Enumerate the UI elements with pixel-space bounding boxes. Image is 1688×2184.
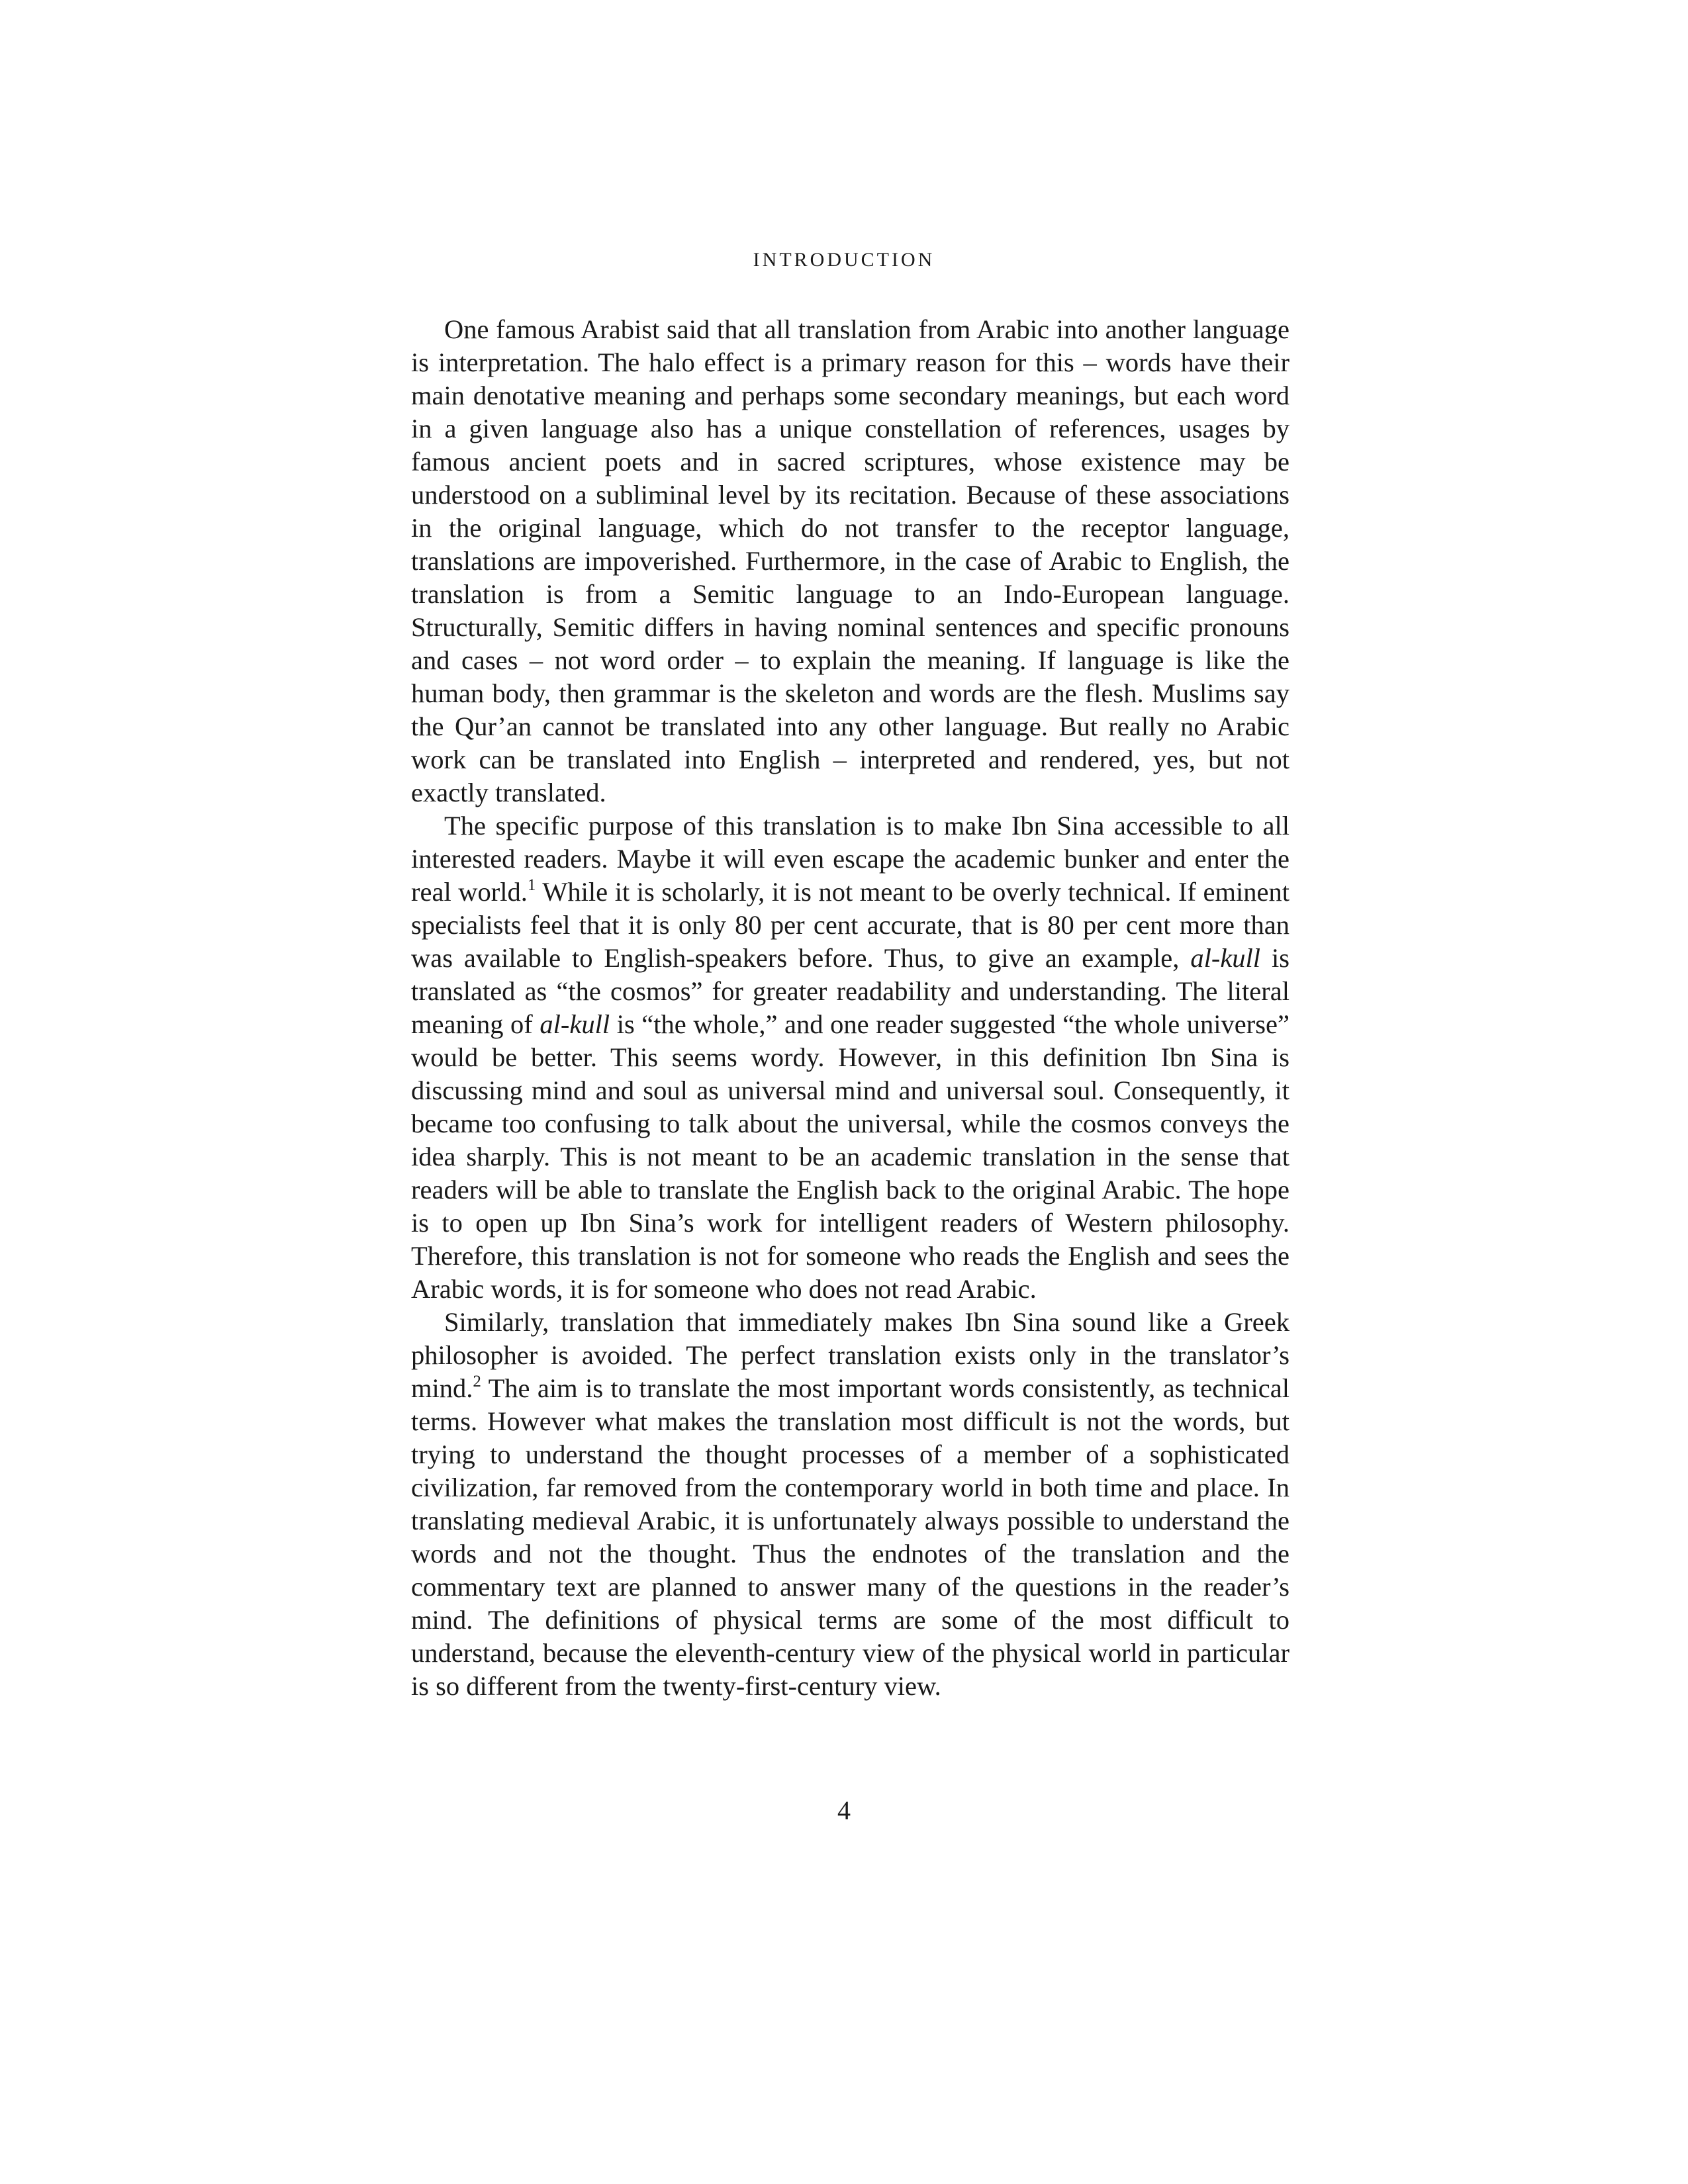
paragraph-2-text-3: is translated as “the cosmos” for greater readability and understanding. The literal meaning of: [411, 943, 1290, 1039]
paragraph-1: [411, 313, 1289, 809]
paragraph-2-text-4: is “the whole,” and one reader suggested “the whole universe” would be better. This seems wordy. However, in this definition Ibn Sina is discussing mind and soul as universal mind and universal soul. Consequently, it became too confusing to talk about the universal, while the cosmos conveys the idea sharply. This is not meant to be an academic translation in the sense that readers will be able to translate the English back to the original Arabic. The hope is to open up Ibn Sina’s work for intelligent readers of Western philosophy. Therefore, this translation is not for someone who reads the English and sees the Arabic words, it is for someone who does not read Arabic.: [411, 1009, 1289, 1304]
body-text: [411, 313, 1289, 1703]
italic-term-al-kull: al-kull: [1190, 943, 1261, 973]
paragraph-3: [411, 1306, 1289, 1703]
paragraph-3-text-2: The aim is to translate the most important words consistently, as technical terms. However what makes the translation most difficult is not the words, but trying to understand the thought processes of a member of a sophisticated civilization, far removed from the contemporary world in both time and place. In translating medieval Arabic, it is unfortunately always possible to understand the words and not the thought. Thus the endnotes of the translation and the commentary text are planned to answer many of the questions in the reader’s mind. The definitions of physical terms are some of the most difficult to understand, because the eleventh-century view of the physical world in particular is so different from the twenty-first-century view.: [411, 1373, 1289, 1701]
paragraph-3-text-1: Similarly, translation that immediately makes Ibn Sina sound like a Greek philosopher is avoided. The perfect translation exists only in the translator’s mind.: [411, 1307, 1289, 1403]
paragraph-2: [411, 809, 1289, 1306]
paragraph-1-text: One famous Arabist said that all translation from Arabic into another language is interpretation. The halo effect is a primary reason for this – words have their main denotative meaning and perhaps some secondary meanings, but each word in a given language also has a unique constellation of references, usages by famous ancient poets and in sacred scriptures, whose existence may be understood on a subliminal level by its recitation. Because of these associations in the original language, which do not transfer to the receptor language, translations are impoverished. Furthermore, in the case of Arabic to English, the translation is from a Semitic language to an Indo-European language. Structurally, Semitic differs in having nominal sentences and specific pronouns and cases – not word order – to explain the meaning. If language is like the human body, then grammar is the skeleton and words are the flesh. Muslims say the Qur’an cannot be translated into any other language. But really no Arabic work can be translated into English – interpreted and rendered, yes, but not exactly translated.: [411, 314, 1289, 807]
page-number: 4: [837, 1796, 851, 1825]
paragraph-2-text-2: While it is scholarly, it is not meant to be overly technical. If eminent specialists feel that it is only 80 per cent accurate, that is 80 per cent more than was available to English-speakers before. Thus, to give an example,: [411, 877, 1290, 973]
footnote-ref-1: 1: [527, 876, 536, 894]
italic-term-al-kull: al-kull: [539, 1009, 610, 1039]
paragraph-2-text-1: The specific purpose of this translation is to make Ibn Sina accessible to all interested readers. Maybe it will even escape the academic bunker and enter the real world.: [411, 811, 1289, 907]
footnote-ref-2: 2: [473, 1373, 481, 1390]
running-head: INTRODUCTION: [753, 249, 935, 271]
